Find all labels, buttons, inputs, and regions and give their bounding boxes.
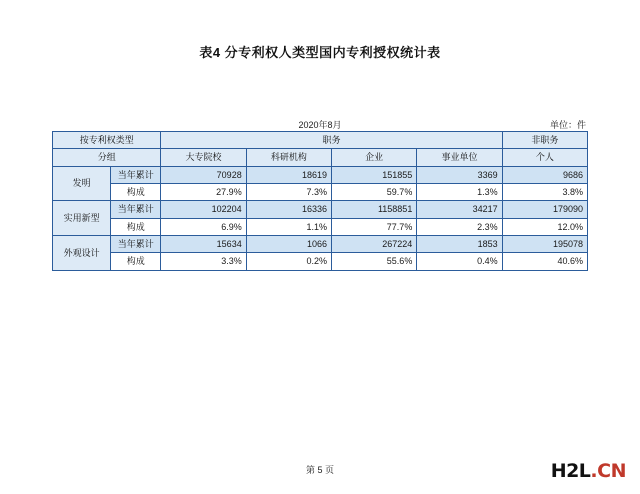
table-head	[53, 132, 588, 167]
row-category-design: 外观设计	[53, 236, 111, 271]
row-line-label: 当年累计	[111, 201, 161, 218]
cell-value: 59.7%	[332, 184, 417, 201]
cell-value: 16336	[246, 201, 331, 218]
cell-value: 1158851	[332, 201, 417, 218]
table-header-row-1	[53, 132, 588, 149]
table-meta-row	[52, 118, 588, 131]
header-col-individuals: 个人	[502, 149, 587, 166]
document-page	[0, 42, 640, 494]
patent-grant-statistics-table	[52, 131, 588, 271]
row-line-label: 当年累计	[111, 236, 161, 253]
page-title: 表4 分专利权人类型国内专利授权统计表	[199, 45, 441, 60]
cell-value: 40.6%	[502, 253, 587, 270]
cell-value: 27.9%	[161, 184, 246, 201]
cell-value: 267224	[332, 236, 417, 253]
row-line-label: 构成	[111, 218, 161, 235]
cell-value: 6.9%	[161, 218, 246, 235]
table-row	[53, 184, 588, 201]
cell-value: 1853	[417, 236, 502, 253]
page-number: 第 5 页	[305, 465, 334, 475]
cell-value: 15634	[161, 236, 246, 253]
table-row	[53, 201, 588, 218]
header-col-research-institutes: 科研机构	[246, 149, 331, 166]
period-label: 2020年8月	[298, 120, 342, 130]
table-row	[53, 218, 588, 235]
table-row	[53, 236, 588, 253]
row-line-label: 构成	[111, 253, 161, 270]
cell-value: 12.0%	[502, 218, 587, 235]
cell-value: 3.8%	[502, 184, 587, 201]
table-body	[53, 166, 588, 270]
row-category-utility-model: 实用新型	[53, 201, 111, 236]
cell-value: 1.3%	[417, 184, 502, 201]
statistics-table-container	[52, 118, 588, 271]
cell-value: 18619	[246, 166, 331, 183]
table-row	[53, 166, 588, 183]
cell-value: 7.3%	[246, 184, 331, 201]
cell-value: 3.3%	[161, 253, 246, 270]
header-col-enterprises: 企业	[332, 149, 417, 166]
cell-value: 2.3%	[417, 218, 502, 235]
cell-value: 34217	[417, 201, 502, 218]
cell-value: 1066	[246, 236, 331, 253]
table-header-row-2	[53, 149, 588, 166]
cell-value: 3369	[417, 166, 502, 183]
header-subgroup: 分组	[53, 149, 161, 166]
watermark	[551, 460, 626, 482]
watermark-primary: H2L	[550, 460, 591, 482]
cell-value: 151855	[332, 166, 417, 183]
row-category-invention: 发明	[53, 166, 111, 201]
cell-value: 0.2%	[246, 253, 331, 270]
unit-label: 单位：件	[549, 120, 586, 130]
row-line-label: 构成	[111, 184, 161, 201]
cell-value: 77.7%	[332, 218, 417, 235]
header-patent-type-group: 按专利权类型	[53, 132, 161, 149]
cell-value: 70928	[161, 166, 246, 183]
cell-value: 179090	[502, 201, 587, 218]
cell-value: 55.6%	[332, 253, 417, 270]
cell-value: 102204	[161, 201, 246, 218]
header-service: 职务	[161, 132, 502, 149]
header-non-service: 非职务	[502, 132, 587, 149]
header-col-universities: 大专院校	[161, 149, 246, 166]
cell-value: 0.4%	[417, 253, 502, 270]
cell-value: 9686	[502, 166, 587, 183]
table-row	[53, 253, 588, 270]
cell-value: 1.1%	[246, 218, 331, 235]
watermark-suffix: .CN	[590, 460, 626, 482]
row-line-label: 当年累计	[111, 166, 161, 183]
header-col-public-institutions: 事业单位	[417, 149, 502, 166]
cell-value: 195078	[502, 236, 587, 253]
